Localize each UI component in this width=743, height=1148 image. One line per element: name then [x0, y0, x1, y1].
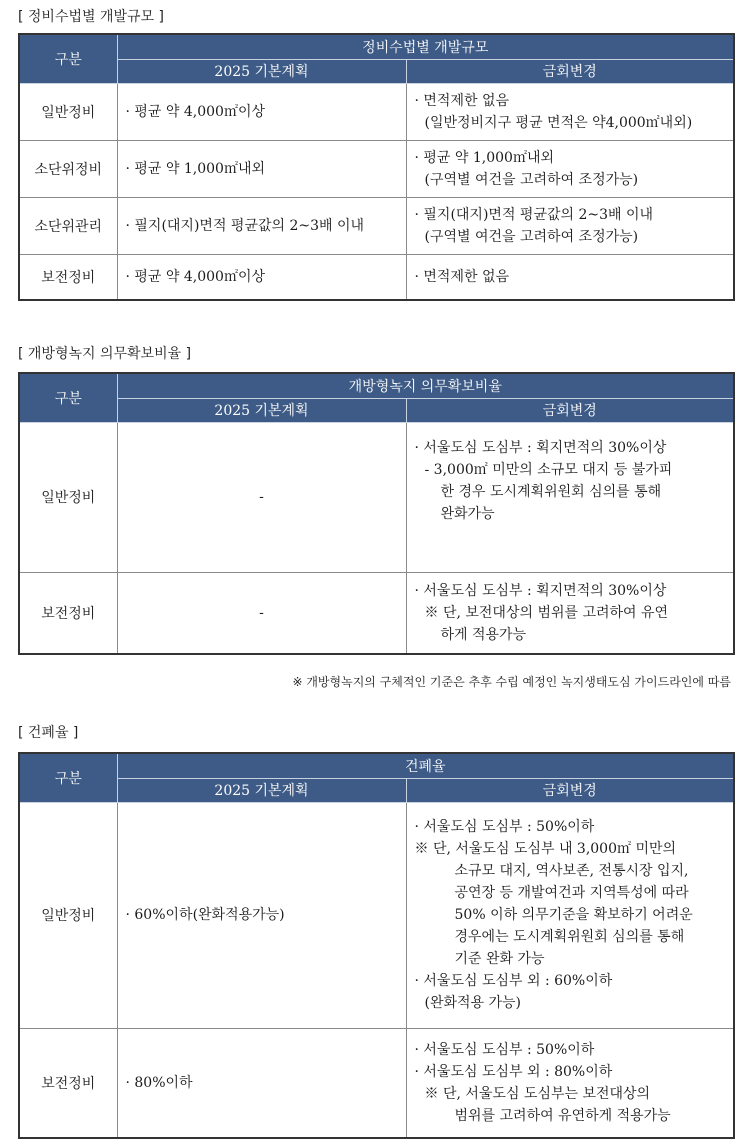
row-category: 일반정비 [19, 83, 117, 140]
text-line: · 면적제한 없음 [414, 92, 509, 109]
change-cell [406, 1028, 734, 1138]
header-2025-plan: 2025 기본계획 [117, 778, 406, 802]
text-line: 공연장 등 개발여건과 지역특성에 따라 [454, 885, 689, 901]
text-line: - 3,000㎡ 미만의 소규모 대지 등 불가피 [424, 461, 673, 478]
header-group: 정비수법별 개발규모 [117, 34, 734, 59]
table-row [19, 83, 734, 140]
text-line: ※ 단, 보전대상의 범위를 고려하여 유연 [424, 604, 669, 621]
coverage-ratio-table [18, 752, 735, 1139]
table-row [19, 1028, 734, 1138]
text-line: · 평균 약 1,000㎡내외 [414, 149, 554, 166]
text-line: · 서울도심 도심부 : 50%이하 [414, 1041, 595, 1058]
text-line: · 서울도심 도심부 : 획지면적의 30%이상 [414, 582, 667, 599]
change-cell [406, 83, 734, 140]
text-line: · 평균 약 1,000㎡내외 [125, 160, 265, 177]
text-line: · 서울도심 도심부 : 획지면적의 30%이상 [414, 439, 667, 456]
text-line: · 서울도심 도심부 : 50%이하 [414, 819, 595, 835]
text-line: 경우에는 도시계획위원회 심의를 통해 [454, 929, 685, 945]
section-title-development-scale: [ 정비수법별 개발규모 ] [18, 9, 164, 25]
plan2025-cell: - [117, 422, 406, 572]
text-line: (완화적용 가능) [424, 995, 522, 1011]
text-line: · 필지(대지)면적 평균값의 2~3배 이내 [125, 217, 365, 234]
change-cell [406, 254, 734, 300]
text-line: · 평균 약 4,000㎡이상 [125, 103, 265, 120]
header-change: 금회변경 [406, 59, 734, 83]
row-category: 보전정비 [19, 572, 117, 654]
table-row [19, 140, 734, 197]
section-title-coverage-ratio: [ 건폐율 ] [18, 725, 79, 741]
text-line: · 서울도심 도심부 외 : 80%이하 [414, 1063, 613, 1080]
row-category: 소단위정비 [19, 140, 117, 197]
change-cell [406, 802, 734, 1028]
text-line: 한 경우 도시계획위원회 심의를 통해 [440, 483, 662, 500]
header-change: 금회변경 [406, 778, 734, 802]
text-line: ※ 단, 서울도심 도심부는 보전대상의 [424, 1085, 651, 1102]
table-row [19, 254, 734, 300]
text-line: · 서울도심 도심부 외 : 60%이하 [414, 973, 613, 989]
open-green-space-table [18, 372, 735, 655]
text-line: · 면적제한 없음 [414, 268, 509, 285]
text-line: · 60%이하(완화적용가능) [125, 907, 285, 923]
text-line: · 평균 약 4,000㎡이상 [125, 268, 265, 285]
development-scale-table [18, 33, 735, 301]
row-category: 보전정비 [19, 1028, 117, 1138]
plan2025-cell [117, 254, 406, 300]
text-line: (구역별 여건을 고려하여 조정가능) [424, 228, 639, 245]
row-category: 보전정비 [19, 254, 117, 300]
header-2025-plan: 2025 기본계획 [117, 59, 406, 83]
text-line: · 필지(대지)면적 평균값의 2~3배 이내 [414, 206, 654, 223]
plan2025-cell [117, 802, 406, 1028]
plan2025-cell [117, 140, 406, 197]
text-line: 하게 적용가능 [440, 626, 527, 643]
text-line: 50% 이하 의무기준을 확보하기 어려운 [454, 907, 693, 923]
plan2025-cell [117, 1028, 406, 1138]
table-row [19, 802, 734, 1028]
change-cell [406, 572, 734, 654]
header-category: 구분 [19, 753, 117, 802]
header-change: 금회변경 [406, 398, 734, 422]
text-line: ※ 단, 서울도심 도심부 내 3,000㎡ 미만의 [414, 841, 677, 857]
plan2025-cell: - [117, 572, 406, 654]
section-title-open-green-space: [ 개방형녹지 의무확보비율 ] [18, 346, 192, 362]
header-category: 구분 [19, 373, 117, 422]
table-row [19, 572, 734, 654]
change-cell [406, 422, 734, 572]
plan2025-cell [117, 83, 406, 140]
row-category: 소단위관리 [19, 197, 117, 254]
table-row [19, 197, 734, 254]
text-line: 범위를 고려하여 유연하게 적용가능 [454, 1107, 671, 1124]
text-line: 기준 완화 가능 [454, 951, 545, 967]
change-cell [406, 197, 734, 254]
row-category: 일반정비 [19, 422, 117, 572]
header-2025-plan: 2025 기본계획 [117, 398, 406, 422]
change-cell [406, 140, 734, 197]
text-line: (일반정비지구 평균 면적은 약4,000㎡내외) [424, 114, 693, 131]
header-group: 건폐율 [117, 753, 734, 778]
header-category: 구분 [19, 34, 117, 83]
text-line: 완화가능 [440, 505, 495, 522]
row-category: 일반정비 [19, 802, 117, 1028]
footnote: ※ 개방형녹지의 구체적인 기준은 추후 수립 예정인 녹지생태도심 가이드라인에 따름 [292, 675, 731, 689]
text-line: (구역별 여건을 고려하여 조정가능) [424, 171, 639, 188]
text-line: · 80%이하 [125, 1074, 193, 1091]
table-row [19, 422, 734, 572]
text-line: 소규모 대지, 역사보존, 전통시장 입지, [454, 863, 689, 879]
plan2025-cell [117, 197, 406, 254]
header-group: 개방형녹지 의무확보비율 [117, 373, 734, 398]
